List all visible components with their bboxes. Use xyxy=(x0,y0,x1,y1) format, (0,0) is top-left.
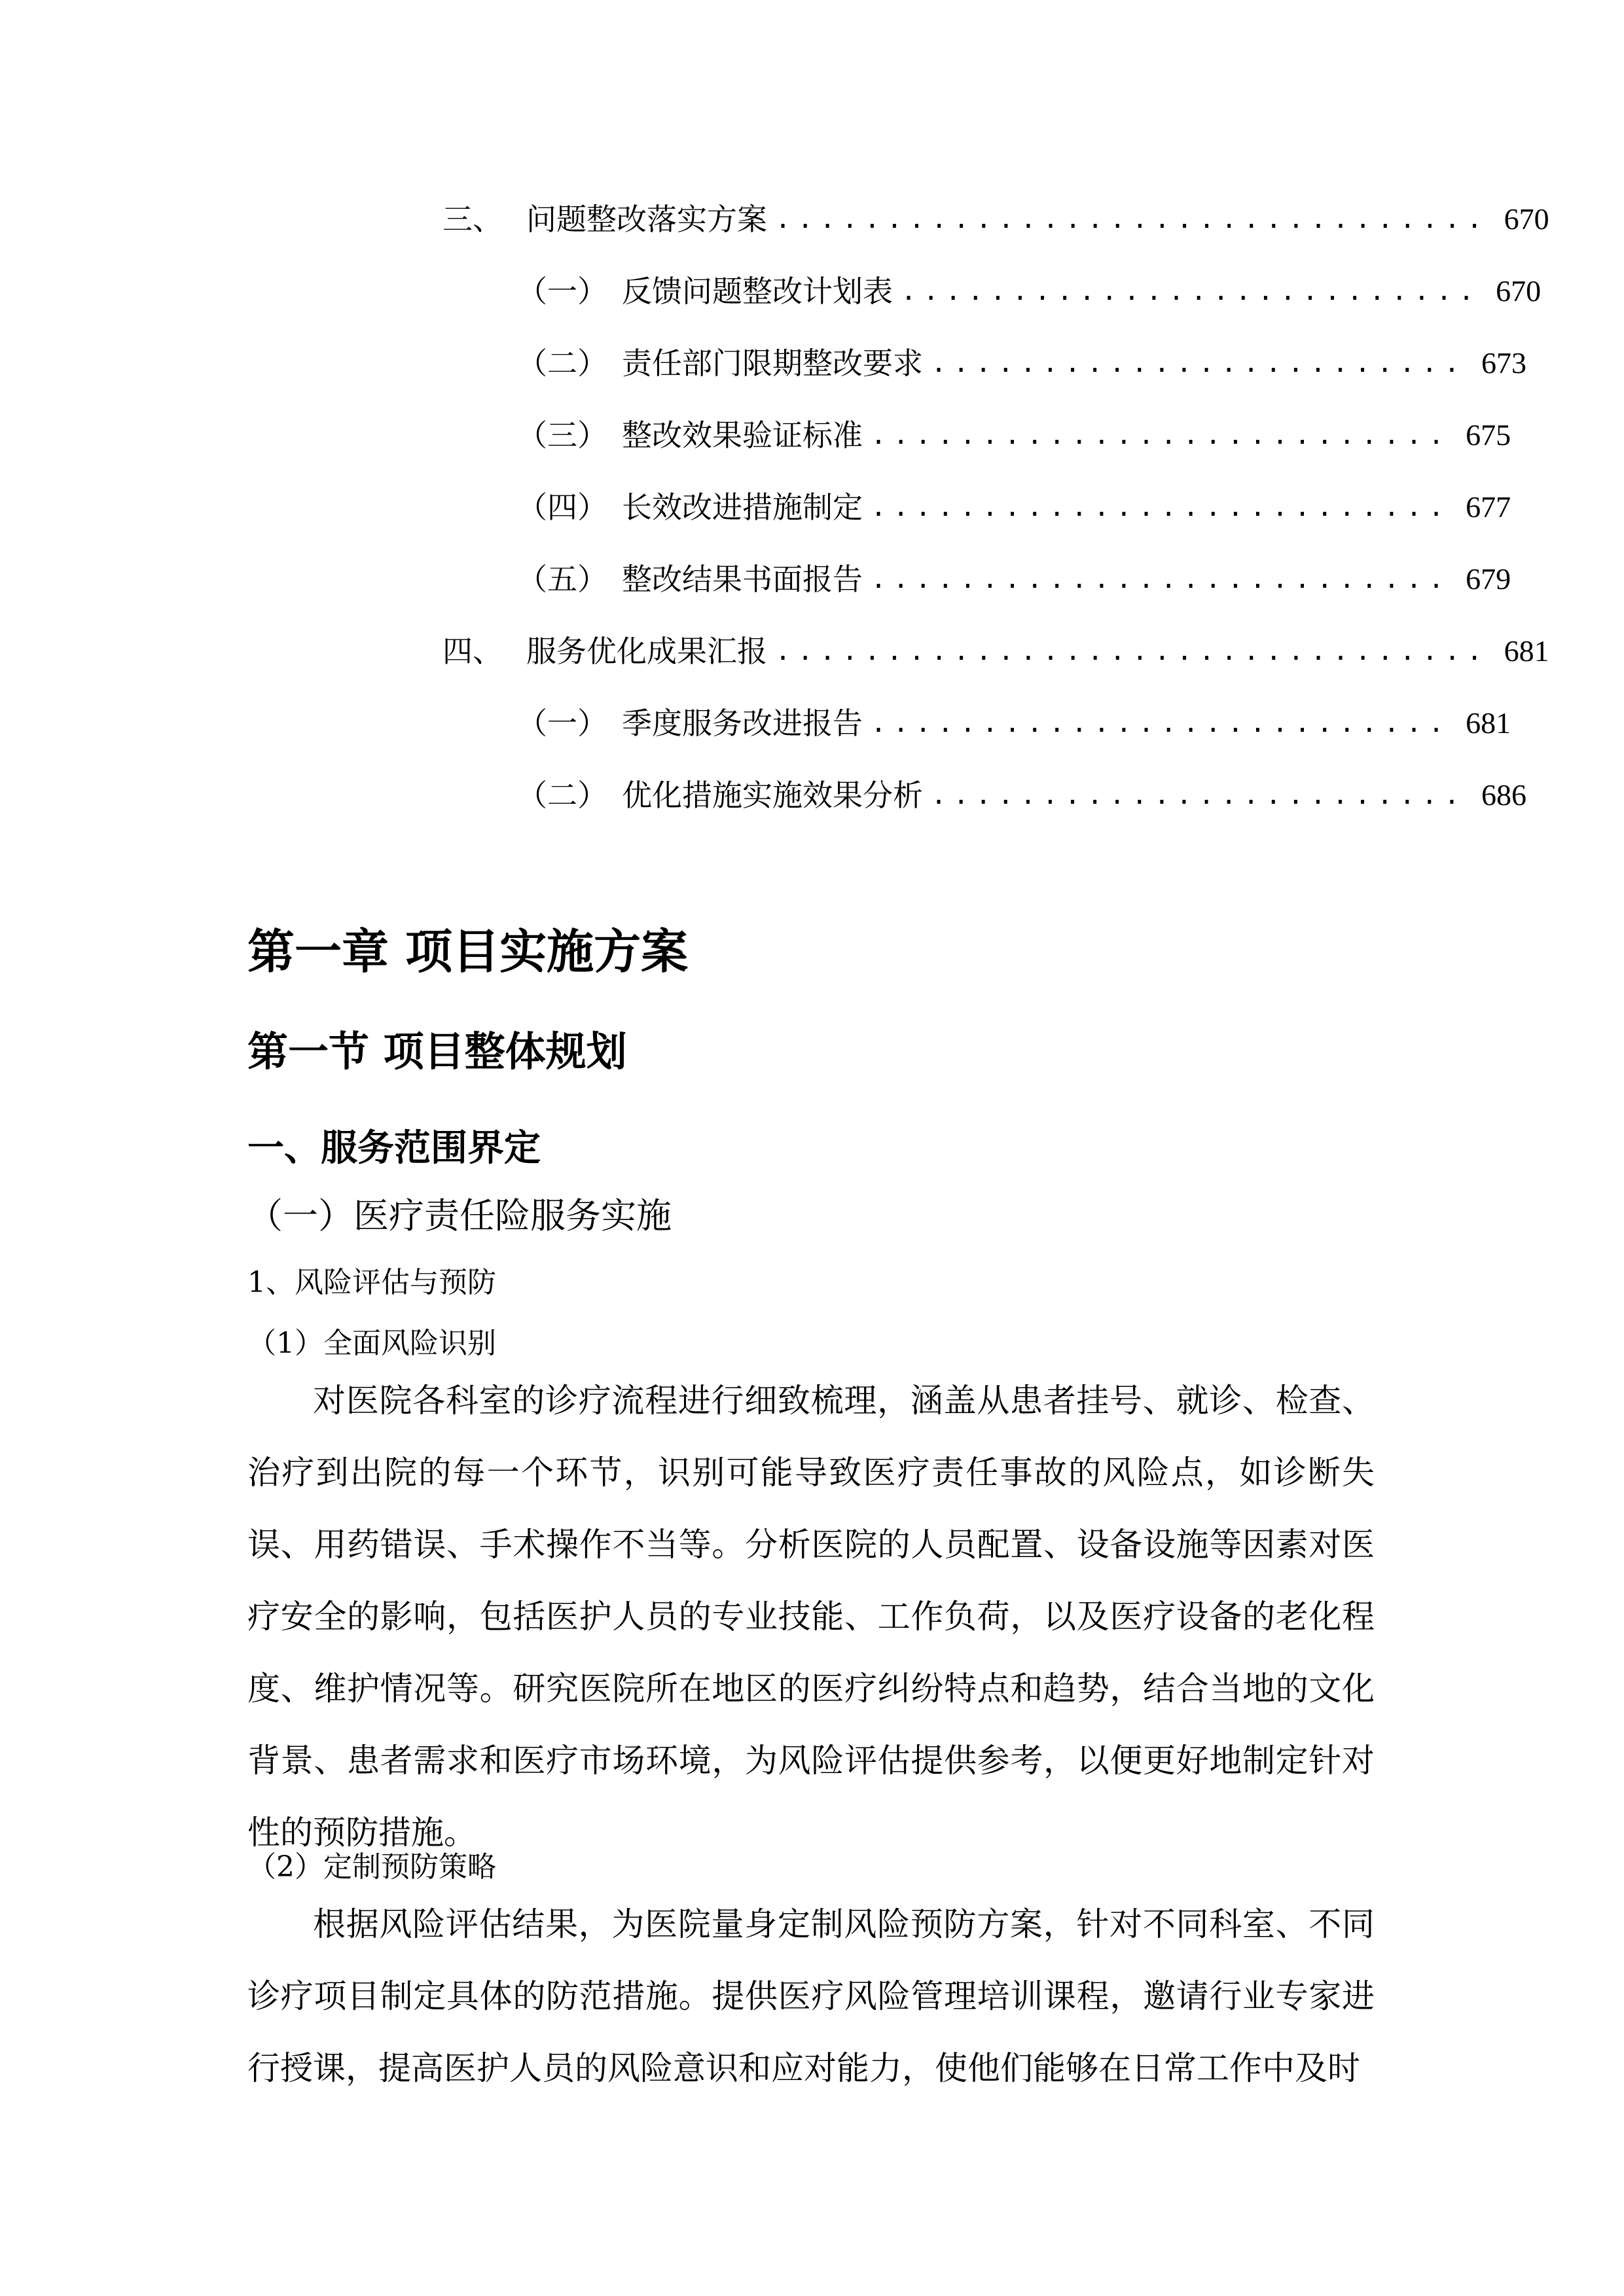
paragraph-risk-identification: 对医院各科室的诊疗流程进行细致梳理，涵盖从患者挂号、就诊、检查、治疗到出院的每一个环节，识别可能导致医疗责任事故的风险点，如诊断失误、用药错误、手术操作不当等。分析医院的人员配置、设备设施等因素对医疗安全的影响，包括医护人员的专业技能、工作负荷，以及医疗设备的老化程度、维护情况等。研究医院所在地区的医疗纠纷特点和趋势，结合当地的文化背景、患者需求和医疗市场环境，为风险评估提供参考，以便更好地制定针对性的预防措施。 xyxy=(247,1382,1375,1852)
toc-entry[interactable] xyxy=(517,553,1511,605)
toc-entry-number: 三、 xyxy=(442,202,503,237)
toc-entry-title: 优化措施实施效果分析 xyxy=(622,778,923,813)
toc-entry-number: （二） xyxy=(517,346,607,381)
toc-dot-leader: .......................... xyxy=(871,564,1451,594)
chapter-heading: 第一章 项目实施方案 xyxy=(247,924,689,979)
sub-heading-prevention-strategy: （2）定制预防策略 xyxy=(247,1850,496,1884)
toc-entry-page: 670 xyxy=(1504,202,1549,236)
toc-entry-page: 673 xyxy=(1481,346,1526,380)
toc-entry-number: （四） xyxy=(517,490,607,525)
toc-entry[interactable] xyxy=(442,193,1549,245)
toc-entry[interactable] xyxy=(517,409,1511,461)
toc-entry-page: 677 xyxy=(1466,490,1511,524)
toc-entry-number: （五） xyxy=(517,562,607,597)
subsection-heading: 一、服务范围界定 xyxy=(247,1127,541,1170)
item-heading: （一）医疗责任险服务实施 xyxy=(247,1195,672,1236)
toc-dot-leader: .......................... xyxy=(901,276,1481,306)
toc-entry-title: 长效改进措施制定 xyxy=(622,490,863,525)
toc-dot-leader: .......................... xyxy=(871,708,1451,738)
toc-entry[interactable] xyxy=(517,265,1542,317)
toc-entry-title: 整改效果验证标准 xyxy=(622,418,863,453)
sub-heading-risk-identification: （1）全面风险识别 xyxy=(247,1327,496,1360)
toc-dot-leader: .......................... xyxy=(871,420,1451,450)
toc-entry-page: 675 xyxy=(1466,418,1511,452)
toc-dot-leader: ................................ xyxy=(775,636,1489,666)
toc-entry[interactable] xyxy=(517,337,1526,389)
toc-entry-page: 670 xyxy=(1496,274,1542,308)
paragraph-prevention-strategy: 根据风险评估结果，为医院量身定制风险预防方案，针对不同科室、不同诊疗项目制定具体的防范措施。提供医疗风险管理培训课程，邀请行业专家进行授课，提高医护人员的风险意识和应对能力，使他们能够在日常工作中及时 xyxy=(247,1905,1375,2087)
toc-entry-number: （一） xyxy=(517,274,607,309)
toc-entry[interactable] xyxy=(517,769,1526,821)
toc-entry-title: 季度服务改进报告 xyxy=(622,706,863,741)
toc-entry-number: （二） xyxy=(517,778,607,813)
toc-entry-number: （一） xyxy=(517,706,607,741)
toc-entry-title: 反馈问题整改计划表 xyxy=(622,274,893,309)
toc-entry[interactable] xyxy=(517,481,1511,533)
toc-entry[interactable] xyxy=(517,697,1511,749)
toc-entry-title: 整改结果书面报告 xyxy=(622,562,863,597)
toc-entry-number: （三） xyxy=(517,418,607,453)
point-heading: 1、风险评估与预防 xyxy=(247,1266,496,1299)
toc-entry-title: 问题整改落实方案 xyxy=(526,202,767,237)
toc-entry-title: 责任部门限期整改要求 xyxy=(622,346,923,381)
toc-entry-page: 679 xyxy=(1466,562,1511,596)
toc-dot-leader: .......................... xyxy=(871,492,1451,522)
toc-entry[interactable] xyxy=(442,625,1549,677)
toc-entry-page: 681 xyxy=(1466,706,1511,740)
toc-dot-leader: ................................ xyxy=(775,204,1489,234)
section-heading: 第一节 项目整体规划 xyxy=(247,1028,627,1075)
toc-dot-leader: ........................ xyxy=(931,780,1466,810)
toc-entry-number: 四、 xyxy=(442,634,503,669)
toc-dot-leader: ........................ xyxy=(931,348,1466,378)
toc-entry-title: 服务优化成果汇报 xyxy=(526,634,767,669)
toc-entry-page: 681 xyxy=(1504,634,1549,668)
toc-entry-page: 686 xyxy=(1481,778,1526,812)
